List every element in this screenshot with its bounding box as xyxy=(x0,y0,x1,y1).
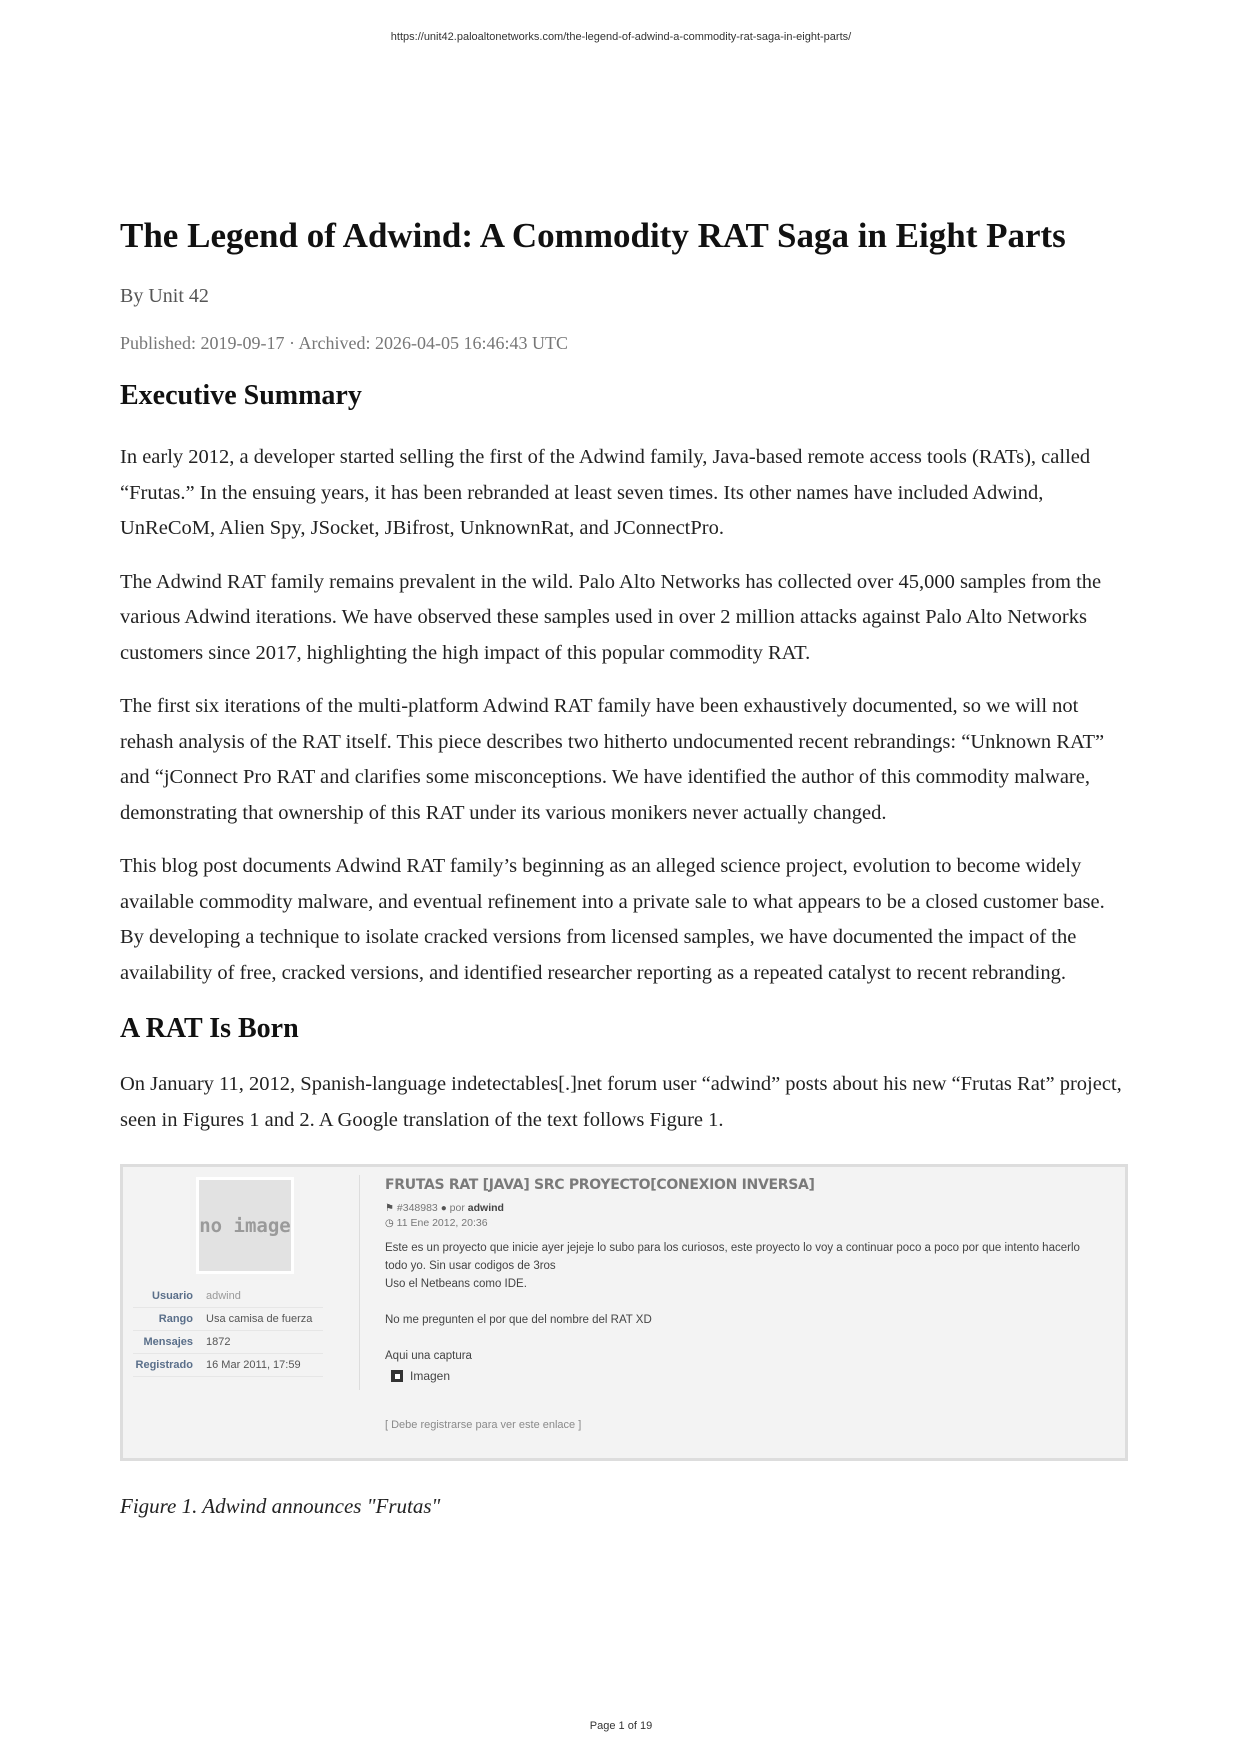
forum-post xyxy=(385,1177,1115,1431)
post-body-line: Aqui una captura xyxy=(385,1350,472,1362)
no-image-avatar: no image xyxy=(196,1177,294,1274)
user-info-label: Rango xyxy=(158,1313,193,1325)
paragraph: On January 11, 2012, Spanish-language indetectables[.]net forum user “adwind” posts about his new “Frutas Rat” project, seen in Figures 1 and 2. A Google translation of the text follows Figure 1. xyxy=(120,1073,1122,1131)
section-heading-executive-summary: Executive Summary xyxy=(120,380,362,411)
user-info-value: adwind xyxy=(206,1290,241,1302)
user-info-label: Mensajes xyxy=(143,1336,193,1348)
figure-caption: Figure 1. Adwind announces "Frutas" xyxy=(120,1494,441,1518)
post-id: #348983 xyxy=(396,1202,438,1214)
bookmark-icon: ⚑ xyxy=(385,1203,394,1214)
article-content xyxy=(120,210,1130,1521)
user-info-label: Usuario xyxy=(152,1290,193,1302)
page-number: Page 1 of 19 xyxy=(589,1720,653,1732)
paragraph: This blog post documents Adwind RAT family’s beginning as an alleged science project, evolution to become widely available commodity malware, and eventual refinement into a private sale to what appears to be a closed customer base. By developing a technique to isolate cracked versions from licensed samples, we have documented the impact of the availability of free, cracked versions, and identified researcher reporting as a repeated catalyst to recent rebranding. xyxy=(120,855,1105,984)
register-note: [ Debe registrarse para ver este enlace ] xyxy=(385,1419,582,1431)
image-link-label: Imagen xyxy=(410,1369,451,1383)
user-info-value: 16 Mar 2011, 17:59 xyxy=(206,1359,301,1371)
user-icon: ● xyxy=(440,1203,447,1214)
forum-post-screenshot xyxy=(120,1164,1128,1461)
user-info-label: Registrado xyxy=(135,1359,193,1371)
image-icon xyxy=(391,1370,403,1382)
post-body xyxy=(385,1239,1115,1385)
post-author: adwind xyxy=(467,1202,504,1214)
paragraph: The first six iterations of the multi-platform Adwind RAT family have been exhaustively documented, so we will not rehash analysis of the RAT itself. This piece describes two hitherto undocumented recent rebrandings: “Unknown RAT” and “jConnect Pro RAT and clarifies some misconceptions. We have identified the author of this commodity malware, demonstrating that ownership of this RAT under its various monikers never actually changed. xyxy=(120,695,1105,824)
article-byline: By Unit 42 xyxy=(120,285,209,307)
post-body-line: Uso el Netbeans como IDE. xyxy=(385,1278,527,1290)
user-info-row xyxy=(133,1354,323,1377)
user-info-row xyxy=(133,1331,323,1354)
user-info-value: Usa camisa de fuerza xyxy=(206,1313,313,1325)
post-date: 11 Ene 2012, 20:36 xyxy=(396,1217,488,1229)
clock-icon: ◷ xyxy=(385,1218,394,1229)
post-meta xyxy=(385,1201,1115,1231)
article-title: The Legend of Adwind: A Commodity RAT Saga in Eight Parts xyxy=(120,216,1066,255)
section-heading-a-rat-is-born: A RAT Is Born xyxy=(120,1013,299,1044)
user-info-row xyxy=(133,1285,323,1308)
user-info-value: 1872 xyxy=(206,1336,231,1348)
paragraph: The Adwind RAT family remains prevalent in the wild. Palo Alto Networks has collected over 45,000 samples from the various Adwind iterations. We have observed these samples used in over 2 million attacks against Palo Alto Networks customers since 2017, highlighting the high impact of this popular commodity RAT. xyxy=(120,570,1102,664)
article-meta: Published: 2019-09-17 · Archived: 2026-04-05 16:46:43 UTC xyxy=(120,333,568,353)
divider xyxy=(359,1175,360,1390)
post-title: FRUTAS RAT [JAVA] SRC PROYECTO[CONEXION INVERSA] xyxy=(385,1177,815,1193)
post-body-line: Este es un proyecto que inicie ayer jejeje lo subo para los curiosos, este proyecto lo voy a continuar poco a poco por que intento hacerlo xyxy=(385,1242,1080,1254)
post-body-line: No me pregunten el por que del nombre del RAT XD xyxy=(385,1314,652,1326)
user-info-row xyxy=(133,1308,323,1331)
user-info-table xyxy=(133,1285,323,1377)
post-por: por xyxy=(449,1202,465,1214)
paragraph: In early 2012, a developer started selling the first of the Adwind family, Java-based remote access tools (RATs), called “Frutas.” In the ensuing years, it has been rebranded at least seven times. Its other names have included Adwind, UnReCoM, Alien Spy, JSocket, JBifrost, UnknownRat, and JConnectPro. xyxy=(120,446,1091,539)
page-url-header: https://unit42.paloaltonetworks.com/the-legend-of-adwind-a-commodity-rat-saga-in-eight-parts/ xyxy=(390,31,852,43)
image-link[interactable] xyxy=(391,1367,1115,1385)
post-body-line: todo yo. Sin usar codigos de 3ros xyxy=(385,1260,556,1272)
